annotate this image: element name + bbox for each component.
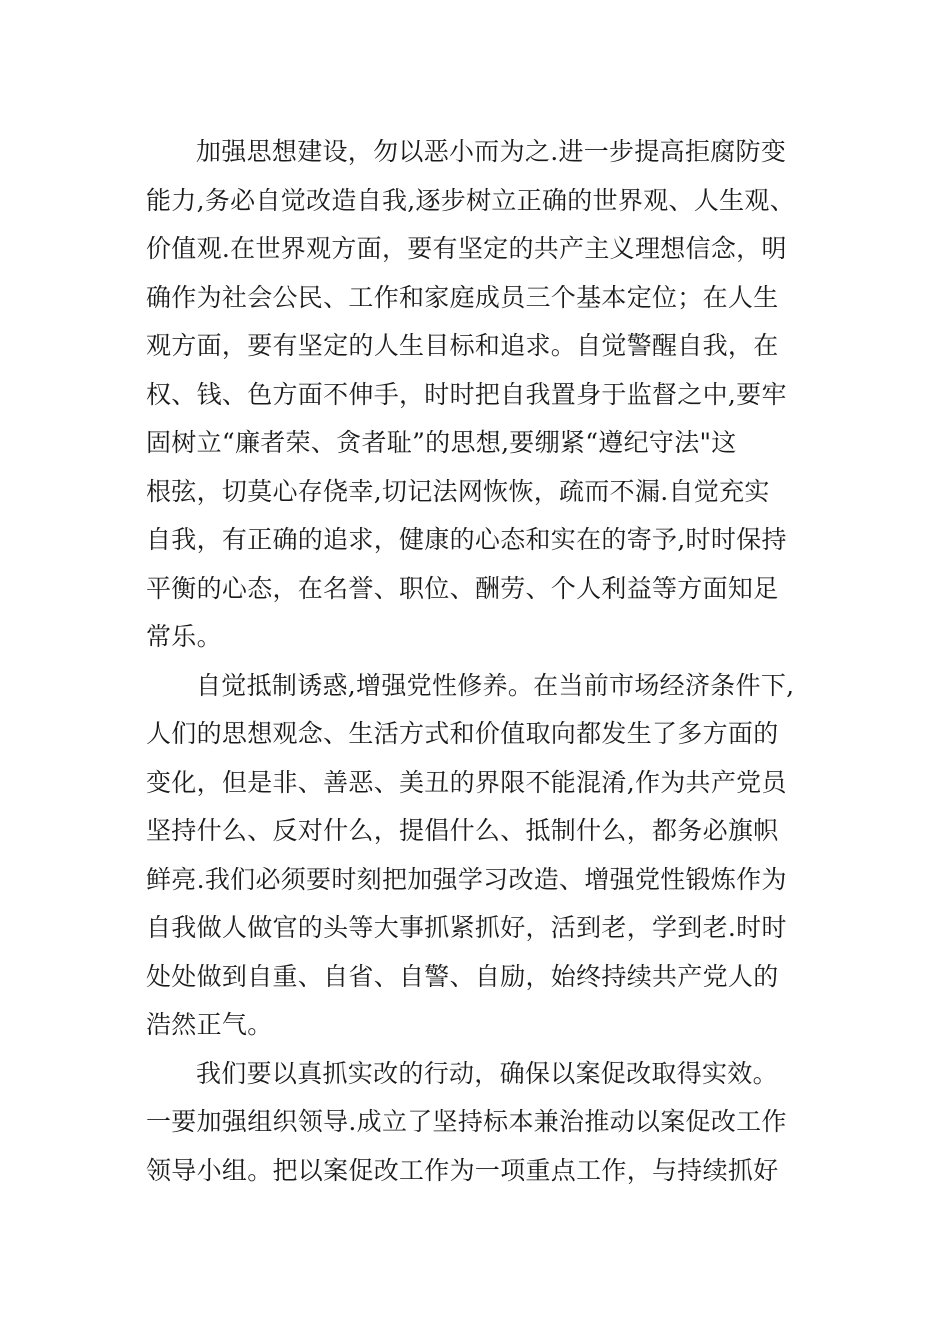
paragraph-line: 变化，但是非、善恶、美丑的界限不能混淆,作为共产党员 — [146, 767, 787, 797]
paragraph-line: 能力,务必自觉改造自我,逐步树立正确的世界观、人生观、 — [146, 185, 795, 215]
paragraph-line: 自我做人做官的头等大事抓紧抓好，活到老，学到老.时时 — [146, 913, 787, 942]
paragraph-line: 观方面，要有坚定的人生目标和追求。自觉警醒自我，在 — [146, 331, 779, 360]
paragraph-line: 确作为社会公民、工作和家庭成员三个基本定位；在人生 — [146, 282, 779, 312]
paragraph-line: 我们要以真抓实改的行动，确保以案促改取得实效。 — [196, 1058, 778, 1088]
paragraph-line: 领导小组。把以案促改工作为一项重点工作，与持续抓好 — [146, 1155, 779, 1185]
paragraph-line: 价值观.在世界观方面，要有坚定的共产主义理想信念，明 — [146, 234, 787, 263]
paragraph-line: 自觉抵制诱惑,增强党性修养。在当前市场经济条件下, — [196, 670, 795, 700]
paragraph-line: 人们的思想观念、生活方式和价值取向都发生了多方面的 — [146, 719, 779, 748]
paragraph-line: 常乐。 — [146, 622, 222, 651]
paragraph-2 — [146, 662, 806, 1050]
paragraph-line: 平衡的心态，在名誉、职位、酬劳、个人利益等方面知足 — [146, 573, 779, 603]
paragraph-line: 鲜亮.我们必须要时刻把加强学习改造、增强党性锻炼作为 — [146, 864, 787, 894]
paragraph-line: 处处做到自重、自省、自警、自励，始终持续共产党人的 — [146, 961, 779, 991]
paragraph-line: 权、钱、色方面不伸手，时时把自我置身于监督之中,要牢 — [146, 379, 787, 409]
paragraph-3 — [146, 1050, 806, 1196]
paragraph-line: 加强思想建设，勿以恶小而为之.进一步提高拒腐防变 — [196, 137, 787, 166]
paragraph-line: 浩然正气。 — [146, 1010, 273, 1039]
paragraph-line: 坚持什么、反对什么，提倡什么、抵制什么，都务必旗帜 — [146, 816, 779, 845]
paragraph-line: 根弦，切莫心存侥幸,切记法网恢恢，疏而不漏.自觉充实 — [146, 476, 770, 506]
document-body — [146, 128, 806, 1195]
paragraph-line: 自我，有正确的追求，健康的心态和实在的寄予,时时保持 — [146, 525, 787, 554]
paragraph-line: 一要加强组织领导.成立了坚持标本兼治推动以案促改工作 — [146, 1107, 787, 1136]
paragraph-line: 固树立“廉者荣、贪者耻”的思想,要绷紧“遵纪守法"这 — [146, 428, 737, 457]
paragraph-1 — [146, 128, 806, 662]
